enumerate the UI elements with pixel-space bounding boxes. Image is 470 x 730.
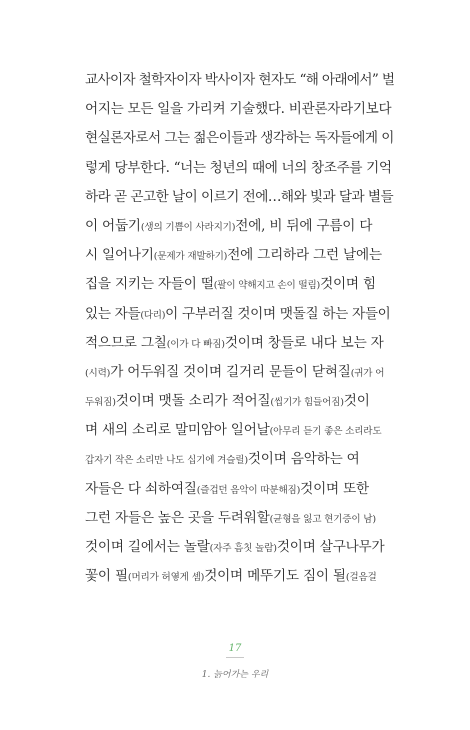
gloss-text: (즐겁던 음악이 따분해짐) — [196, 484, 301, 496]
text-segment: 어지는 모든 일을 가리켜 기술했다. 비관론자라기보다 — [85, 101, 392, 118]
text-line — [85, 475, 390, 504]
text-segment: 있는 자들 — [85, 305, 141, 322]
text-line — [85, 504, 390, 533]
gloss-text: 갑자기 작은 소리만 나도 십기에 겨슬릴) — [85, 455, 248, 467]
gloss-text: (아무리 듣기 좋은 소리라도 — [269, 426, 382, 438]
text-segment: 것이며 또한 — [300, 480, 369, 497]
text-segment: 적으므로 그칠 — [85, 334, 167, 351]
text-segment: 이 구부러질 것이며 맷돌질 하는 자들이 — [165, 305, 391, 322]
text-segment: 이 어둡기 — [85, 217, 141, 234]
text-segment: 렇게 당부한다. “너는 청년의 때에 너의 창조주를 기억 — [85, 159, 392, 176]
gloss-text: (문제가 재발하기) — [153, 251, 228, 263]
gloss-text: 두워짐) — [85, 397, 116, 409]
text-line — [85, 241, 390, 270]
text-segment: 시 일어나기 — [85, 247, 154, 264]
gloss-text: (이가 다 빠짐) — [166, 338, 225, 350]
text-segment: 전에 그리하라 그런 날에는 — [227, 247, 382, 264]
text-segment: 자들은 다 쇠하여질 — [85, 480, 197, 497]
text-line — [85, 387, 390, 416]
text-line — [85, 154, 390, 183]
text-line — [85, 329, 390, 358]
gloss-text: (균형을 잃고 현기증이 남) — [269, 513, 376, 525]
text-line — [85, 416, 390, 445]
text-segment: 것이 — [343, 393, 370, 410]
text-line — [85, 562, 390, 591]
gloss-text: (걸음걸 — [345, 572, 377, 584]
text-segment: 집을 지키는 자들이 떨 — [85, 276, 214, 293]
text-line — [85, 95, 390, 124]
text-segment: 꽃이 필 — [85, 568, 128, 585]
text-line — [85, 212, 390, 241]
gloss-text: (생의 기쁨이 사라지기) — [140, 221, 236, 233]
body-text — [85, 66, 395, 591]
text-segment: 며 새의 소리로 말미암아 일어날 — [85, 422, 270, 439]
text-segment: 그런 자들은 높은 곳을 두려워할 — [85, 509, 270, 526]
gloss-text: (팔이 약해지고 손이 떨림) — [213, 280, 321, 292]
text-segment: 현실론자로서 그는 젊은이들과 생각하는 독자들에게 이 — [85, 130, 394, 147]
text-segment: 전에, 비 뒤에 구름이 다 — [235, 217, 373, 234]
text-segment: 것이며 음악하는 여 — [247, 451, 360, 468]
text-segment: 교사이자 철학자이자 박사이자 현자도 “해 아래에서” 벌 — [85, 72, 395, 88]
gloss-text: (씹기가 힘들어짐) — [270, 397, 344, 409]
text-segment: 가 어두워질 것이며 길거리 문들이 닫혀질 — [110, 363, 351, 380]
gloss-text: (귀가 어 — [350, 367, 385, 379]
gloss-text: (다리) — [140, 309, 166, 321]
gloss-text: (머리가 허옇게 셈) — [127, 572, 205, 584]
text-segment: 것이며 창들로 내다 보는 자 — [224, 334, 384, 351]
text-line — [85, 270, 390, 299]
text-segment: 것이며 길에서는 놀랄 — [85, 539, 210, 555]
footer-divider — [226, 657, 244, 658]
gloss-text: (시력) — [85, 367, 111, 379]
text-line — [85, 445, 390, 474]
text-segment: 것이며 살구나무가 — [276, 539, 385, 555]
text-segment: 하라 곧 곤고한 날이 이르기 전에…해와 빛과 달과 별들 — [85, 188, 394, 205]
page-number: 17 — [228, 643, 242, 654]
chapter-title: 1. 늙어가는 우리 — [201, 670, 269, 680]
text-line — [85, 358, 390, 387]
text-line — [85, 124, 394, 153]
gloss-text: (자주 흠칫 놀람) — [209, 543, 277, 554]
text-line — [85, 300, 390, 329]
text-line — [85, 183, 394, 212]
text-line — [85, 66, 395, 95]
text-segment: 것이며 메뚜기도 짐이 될 — [204, 568, 346, 585]
text-line — [85, 533, 390, 562]
text-segment: 것이며 맷돌 소리가 적어질 — [115, 393, 271, 410]
text-segment: 것이며 힘 — [320, 276, 376, 293]
